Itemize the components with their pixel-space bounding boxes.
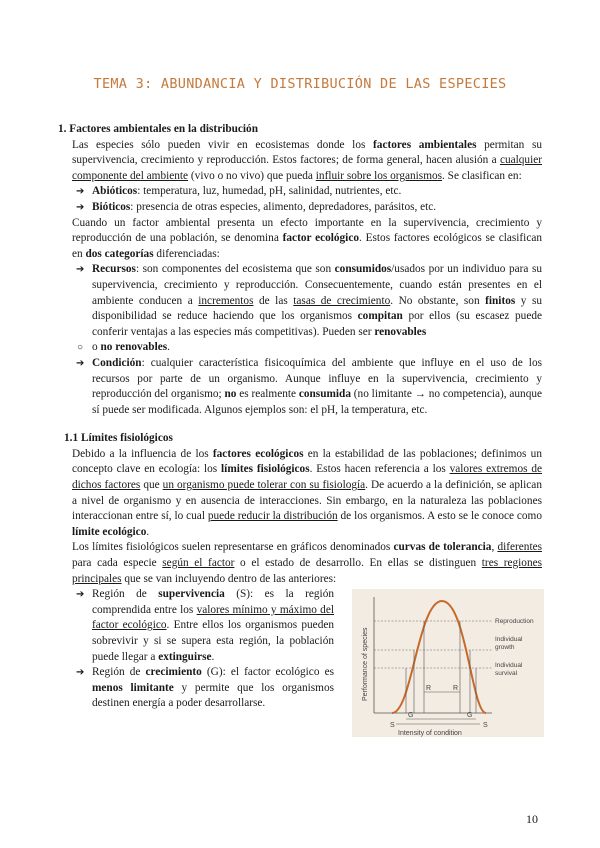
legend-survival-1: Individual xyxy=(495,662,523,670)
bullet-item: ➔ Recursos: son componentes del ecosistema que son consumidos/usados por un individuo para su supervivencia, crecimiento y reproducción. Consecuentemente, cuando están presentes en el ambiente conducen a incrementos de las tasas de crecimiento. No obstante, son finitos y su disponibilidad se reduce haciendo que los organismos compitan por ellos (su escasez puede conferir ventajas a las especies más competitivas). Pueden ser renovables xyxy=(72,262,542,340)
paragraph: Debido a la influencia de los factores ecológicos en la estabilidad de las poblaciones; definimos un concepto clave en ecología: los límites fisiológicos. Estos hacen referencia a los valores extremos de dichos factores que un organismo puede tolerar con su fisiología. De acuerdo a la definición, se aplican a nivel de organismo y en ausencia de interacciones. Sin embargo, en la naturaleza las poblaciones interaccionan entre sí, lo cual puede reducir la distribución de los organismos. A esto se le conoce como límite ecológico. xyxy=(72,447,542,538)
bullets-with-figure xyxy=(72,587,542,738)
paragraph: Los límites fisiológicos suelen representarse en gráficos denominados curvas de tolerancia, diferentes para cada especie según el factor o el estado de desarrollo. En ellas se distinguen tres regiones principales que se van incluyendo dentro de las anteriores: xyxy=(72,541,543,585)
s-mark-right: S xyxy=(483,722,488,730)
legend-survival-2: survival xyxy=(495,670,518,678)
r-mark-left: R xyxy=(426,685,432,693)
sub-bullet-item: ○ o no renovables. xyxy=(72,340,542,356)
document-body xyxy=(58,122,543,738)
bullet-item: ➔ Bióticos: presencia de otras especies, alimento, depredadores, parásitos, etc. xyxy=(72,200,542,216)
legend-reproduction: Reproduction xyxy=(495,618,534,626)
r-mark-right: R xyxy=(453,685,459,693)
bullet-item: ➔ Condición: cualquier característica fisicoquímica del ambiente que influye en el uso de los recursos por parte de un organismo. Aunque influye en la supervivencia, crecimiento y reproducción del organismo; no es realmente consumida (no limitante → no competencia), aunque sí puede ser modificada. Algunos ejemplos son: el pH, la temperatura, etc. xyxy=(72,356,542,418)
y-axis-label: Performance of species xyxy=(362,627,369,702)
tolerance-curve-figure xyxy=(352,589,544,737)
subsection-heading: 1.1 Límites fisiológicos xyxy=(64,432,173,445)
g-mark-right: G xyxy=(467,712,473,720)
bullet-item: ➔ Región de crecimiento (G): el factor ecológico es menos limitante y permite que los organismos destinen energía a poder desarrollarse. xyxy=(72,665,334,712)
page-title: TEMA 3: ABUNDANCIA Y DISTRIBUCIÓN DE LAS ESPECIES xyxy=(93,76,507,92)
paragraph: Cuando un factor ambiental presenta un efecto importante en la supervivencia, crecimiento y reproducción de una población, se denomina factor ecológico. Estos factores ecológicos se clasifican en dos categorías diferenciadas: xyxy=(72,216,542,260)
section-heading: 1. Factores ambientales en la distribución xyxy=(58,123,258,135)
legend-growth-1: Individual xyxy=(495,636,523,644)
x-axis-label: Intensity of condition xyxy=(398,730,462,738)
s-mark-left: S xyxy=(390,722,395,730)
bullet-item: ➔ Abióticos: temperatura, luz, humedad, pH, salinidad, nutrientes, etc. xyxy=(72,184,542,200)
legend-growth-2: growth xyxy=(495,644,515,652)
page-number: 10 xyxy=(526,812,538,826)
paragraph: Las especies sólo pueden vivir en ecosistemas donde los factores ambientales permitan su supervivencia, crecimiento y reproducción. Estos factores; de forma general, hacen alusión a cualquier componente del ambiente (vivo o no vivo) que pueda influir sobre los organismos. Se clasifican en: xyxy=(72,138,542,182)
g-mark-left: G xyxy=(408,712,414,720)
bullet-item: ➔ Región de supervivencia (S): es la región comprendida entre los valores mínimo y máximo del factor ecológico. Entre ellos los organismos pueden sobrevivir y si se supera esta región, la población puede llegar a extinguirse. xyxy=(72,587,334,665)
